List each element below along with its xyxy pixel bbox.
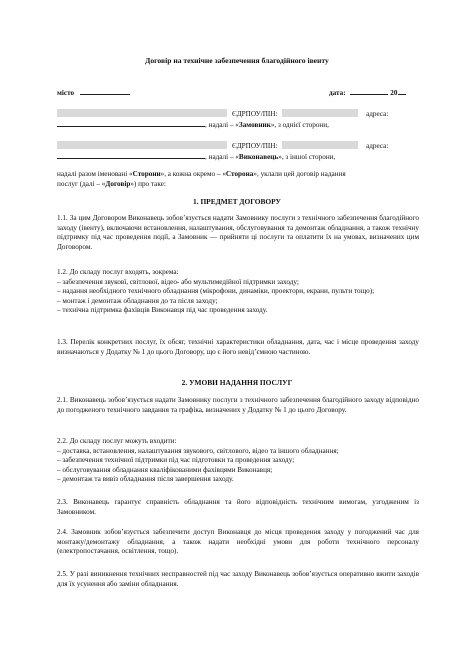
- city-blank[interactable]: [80, 88, 130, 95]
- party2-edrpou-label: ЄДРПОУ/ПІН:: [232, 142, 278, 150]
- party1-role-prefix: , надалі – «: [205, 121, 239, 129]
- party1-line2: [57, 120, 419, 131]
- party2-edrpou-field[interactable]: [282, 141, 358, 149]
- intro-line2: [57, 180, 419, 190]
- party2-role-prefix: , надалі – «: [205, 153, 239, 161]
- section2-heading: 2. УМОВИ НАДАННЯ ПОСЛУГ: [181, 378, 293, 387]
- party2-address-label: адреса:: [366, 142, 389, 150]
- year-blank[interactable]: [398, 88, 406, 95]
- intro-text-1: надалі разом іменовані «: [57, 170, 133, 178]
- list-item: – забезпечення звуковї, світлової, відео- або мультимедійної підтримки заходу;: [57, 277, 299, 286]
- section1-heading: 1. ПРЕДМЕТ ДОГОВОРУ: [193, 197, 281, 206]
- intro-text-4: послуг (далі – «: [57, 180, 106, 188]
- party2-role-suffix: », з іншої сторони,: [278, 153, 336, 161]
- intro-text-3: », уклали цей договір надання: [253, 170, 346, 178]
- clause-2-1: 2.1. Виконавець зобов’язується надати Замовнику послуги з технічного забезпечення благодійного заходу відповідно до погодженого технічного завдання та графіка, визначених у Додатку № 1 до цього Договору.: [57, 396, 419, 414]
- list-item: – монтаж і демонтаж обладнання до та після заходу;: [57, 296, 218, 305]
- party1-address-field[interactable]: [57, 120, 205, 127]
- list-item: – демонтаж та вивіз обладнання після завершення заходу.: [57, 475, 234, 483]
- intro-line1: [57, 170, 419, 180]
- document-title: Договір на технічне забезпечення благодійного івенту: [145, 56, 329, 65]
- intro-text-2: », а кожна окремо – «: [160, 170, 226, 178]
- intro-contract: Договір: [105, 180, 131, 188]
- party1-role-name: Замовник: [238, 121, 271, 129]
- date-label: дата:: [329, 89, 346, 97]
- party2-address-field[interactable]: [57, 152, 205, 159]
- party2-ids: [232, 141, 388, 152]
- intro-party: Сторона: [225, 170, 254, 178]
- party1-name-field[interactable]: [57, 109, 227, 117]
- intro-parties: Сторони: [132, 170, 161, 178]
- party1-ids: [232, 109, 388, 120]
- clause-2-3: 2.3. Виконавець гарантує справність обладнання та його відповідність технічним вимогам, узгодженим із Замовником.: [57, 498, 419, 516]
- city-label: місто: [57, 89, 75, 97]
- party1-address-label: адреса:: [366, 110, 389, 118]
- clause-2-5: 2.5. У разі виникнення технічних несправностей під час заходу Виконавець зобов’язується оперативно вжити заходів для їх усунення або заміни обладнання.: [57, 570, 419, 588]
- party1-edrpou-label: ЄДРПОУ/ПІН:: [232, 110, 278, 118]
- party2-name-field[interactable]: [57, 141, 227, 149]
- clause-2-2-intro: 2.2. До складу послуг можуть входити:: [57, 437, 177, 445]
- party1-edrpou-field[interactable]: [282, 109, 358, 117]
- list-item: – надання необхідного технічного обладнання (мікрофони, динаміки, проектори, екрани, пульти тощо);: [57, 287, 375, 295]
- clause-2-2: [57, 437, 419, 485]
- clause-1-1: 1.1. За цим Договором Виконавець зобов’язується надати Замовнику послуги з технічного забезпечення благодійного заходу (івенту), включаючи встановлення, налаштування, обслуговування та демонтаж обладнання, а також технічну підтримку під час проведення події, а Замовник — прийняти ці послуги та оплатити їх на умовах, визначених цим Договором.: [57, 214, 419, 251]
- date-blank[interactable]: [350, 88, 388, 95]
- clause-1-2-intro: 1.2. До складу послуг входять, зокрема:: [57, 268, 179, 276]
- party1-role-suffix: », з однієї сторони,: [270, 121, 329, 129]
- date-year-prefix: 20: [390, 89, 398, 97]
- clause-1-2: [57, 268, 419, 316]
- clause-1-3: 1.3. Перелік конкретних послуг, їх обсяг, технічні характеристики обладнання, дата, час і місце проведення заходу визначаються у Додатку № 1 до цього Договору, що є його невід’ємною частиною.: [57, 338, 419, 356]
- party2-role-name: Виконавець: [238, 153, 279, 161]
- date-block: [329, 88, 406, 99]
- list-item: – доставка, встановлення, налаштування звукового, світлового, відео та іншого обладнання;: [57, 446, 339, 455]
- party2-line2: [57, 152, 419, 163]
- clause-2-4: 2.4. Замовник зобов’язується забезпечити доступ Виконавця до місця проведення заходу у погоджений час для монтажу/демонтажу обладнання, а також надати необхідні умови для роботи технічного персоналу (електропостачання, освітлення, тощо).: [57, 528, 419, 555]
- list-item: – технічна підтримка фахівців Виконавця під час проведення заходу.: [57, 306, 268, 314]
- list-item: – забезпечення технічної підтримки під час підготовки та проведення заходу;: [57, 456, 295, 464]
- list-item: – обслуговування обладнання кваліфікованими фахівцями Виконавця;: [57, 465, 273, 474]
- intro-text-5: ») про таке:: [130, 180, 166, 188]
